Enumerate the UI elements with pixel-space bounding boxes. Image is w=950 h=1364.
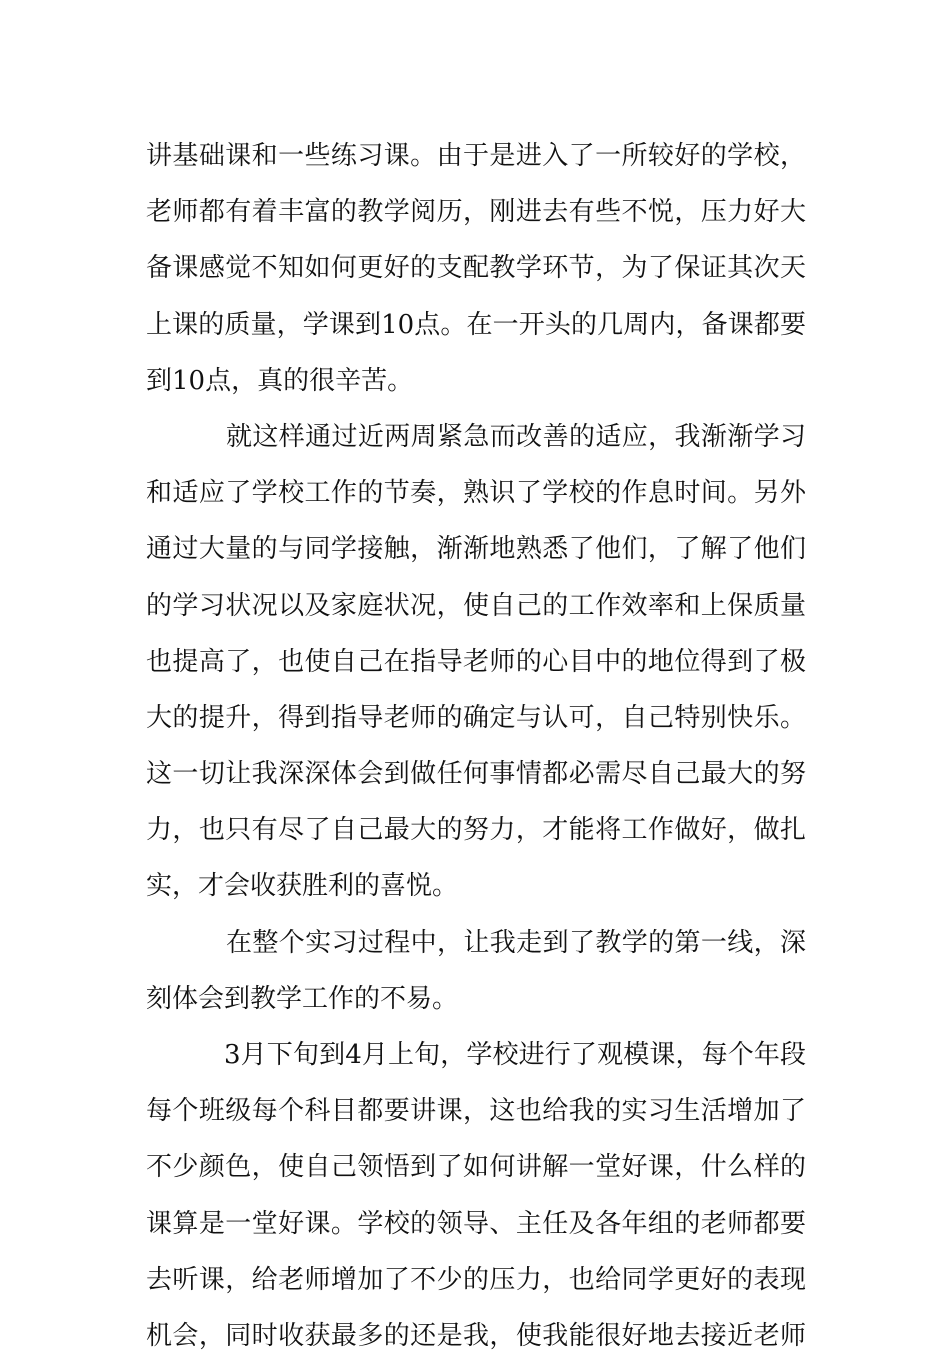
document-body [146, 128, 806, 1364]
text-line: 到10点，真的很辛苦。 [146, 365, 414, 396]
text-line: 这一切让我深深体会到做任何事情都必需尽自己最大的努 [146, 759, 806, 790]
paragraph-first-line: 就这样通过近两周紧急而改善的适应，我渐渐学习 [226, 421, 806, 452]
text-line: 也提高了，也使自己在指导老师的心目中的地位得到了极 [146, 646, 806, 677]
text-line: 刻体会到教学工作的不易。 [146, 983, 459, 1014]
text-line: 课算是一堂好课。学校的领导、主任及各年组的老师都要 [146, 1208, 806, 1239]
text-line: 讲基础课和一些练习课。由于是进入了一所较好的学校， [146, 141, 806, 171]
text-line: 大的提升，得到指导老师的确定与认可，自己特别快乐。 [146, 702, 806, 733]
paragraph-first-line: 在整个实习过程中，让我走到了教学的第一线，深 [226, 927, 806, 958]
text-line: 不少颜色，使自己领悟到了如何讲解一堂好课，什么样的 [146, 1152, 806, 1183]
text-line: 每个班级每个科目都要讲课，这也给我的实习生活增加了 [146, 1096, 806, 1127]
text-line: 的学习状况以及家庭状况，使自己的工作效率和上保质量 [146, 590, 806, 621]
paragraph-first-line: 3月下旬到4月上旬，学校进行了观模课，每个年段 [224, 1040, 806, 1070]
text-line: 和适应了学校工作的节奏，熟识了学校的作息时间。另外 [146, 478, 806, 509]
text-line: 机会，同时收获最多的还是我，使我能很好地去接近老师 [146, 1320, 806, 1351]
text-line: 去听课，给老师增加了不少的压力，也给同学更好的表现 [146, 1264, 806, 1295]
text-line: 备课感觉不知如何更好的支配教学环节，为了保证其次天 [146, 253, 806, 284]
text-line: 实，才会收获胜利的喜悦。 [146, 871, 459, 902]
text-line: 力，也只有尽了自己最大的努力，才能将工作做好，做扎 [146, 815, 806, 846]
text-line: 通过大量的与同学接触，渐渐地熟悉了他们，了解了他们 [146, 534, 806, 565]
text-line: 老师都有着丰富的教学阅历，刚进去有些不悦，压力好大 [146, 197, 806, 228]
text-line: 上课的质量，学课到10点。在一开头的几周内，备课都要 [146, 309, 806, 340]
